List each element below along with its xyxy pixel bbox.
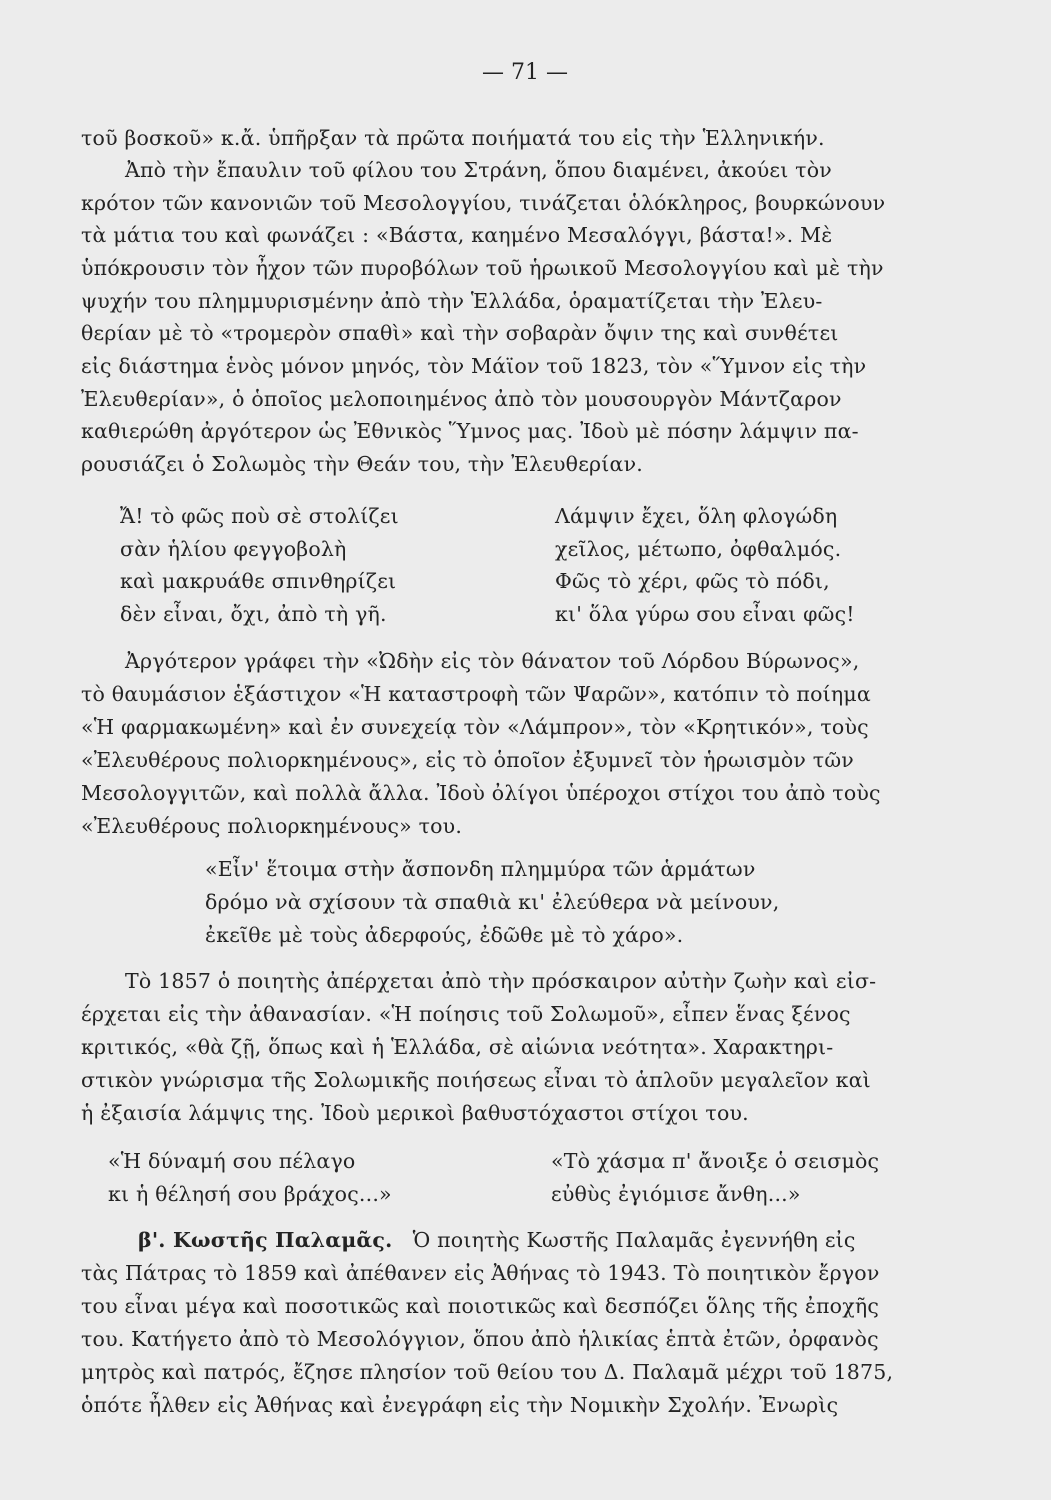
- poem-line: δὲν εἶναι, ὄχι, ἀπὸ τὴ γῆ.: [120, 602, 387, 626]
- text-line: τοῦ βοσκοῦ» κ.ἄ. ὑπῆρξαν τὰ πρῶτα ποιήματά του εἰς τὴν Ἑλληνικήν.: [81, 126, 825, 150]
- text-line: κρότον τῶν κανονιῶν τοῦ Μεσολογγίου, τινάζεται ὁλόκληρος, βουρκώνουν: [81, 191, 886, 215]
- text-line: «Ἐλευθέρους πολιορκημένους» του.: [81, 814, 463, 838]
- poem-line: «Ἡ δύναμή σου πέλαγο: [108, 1149, 356, 1173]
- text-line: μητρὸς καὶ πατρός, ἔζησε πλησίον τοῦ θείου του Δ. Παλαμᾶ μέχρι τοῦ 1875,: [81, 1360, 894, 1384]
- text-line: ἡ ἐξαισία λάμψις της. Ἰδοὺ μερικοὶ βαθυστόχαστοι στίχοι του.: [81, 1101, 749, 1125]
- text-line: εἰς διάστημα ἑνὸς μόνον μηνός, τὸν Μάϊον τοῦ 1823, τὸν «Ὕμνον εἰς τὴν: [81, 354, 867, 378]
- section-first-line: [138, 1227, 856, 1253]
- text-line: στικὸν γνώρισμα τῆς Σολωμικῆς ποιήσεως εἶναι τὸ ἁπλοῦν μεγαλεῖον καὶ: [81, 1068, 871, 1092]
- text-line: κριτικός, «θὰ ζῇ, ὅπως καὶ ἡ Ἑλλάδα, σὲ αἰώνια νεότητα». Χαρακτηρι-: [81, 1035, 834, 1059]
- poem-line: Φῶς τὸ χέρι, φῶς τὸ πόδι,: [555, 569, 830, 593]
- text-line: τὰ μάτια του καὶ φωνάζει : «Βάστα, καημένο Μεσαλόγγι, βάστα!». Μὲ: [81, 223, 833, 247]
- poem-line: Λάμψιν ἔχει, ὅλη φλογώδη: [555, 504, 838, 528]
- text-line: Τὸ 1857 ὁ ποιητὴς ἀπέρχεται ἀπὸ τὴν πρόσκαιρον αὐτὴν ζωὴν καὶ εἰσ-: [125, 969, 877, 993]
- text-line: Μεσολογγιτῶν, καὶ πολλὰ ἄλλα. Ἰδοὺ ὀλίγοι ὑπέροχοι στίχοι του ἀπὸ τοὺς: [81, 781, 881, 805]
- text-line: του εἶναι μέγα καὶ ποσοτικῶς καὶ ποιοτικῶς καὶ δεσπόζει ὅλης τῆς ἐποχῆς: [81, 1294, 880, 1318]
- text-line: τὰς Πάτρας τὸ 1859 καὶ ἀπέθανεν εἰς Ἀθήνας τὸ 1943. Τὸ ποιητικὸν ἔργον: [81, 1261, 880, 1285]
- page-number: — 71 —: [482, 60, 568, 85]
- poem-line: «Τὸ χάσμα π' ἄνοιξε ὁ σεισμὸς: [551, 1149, 880, 1173]
- poem-line: δρόμο νὰ σχίσουν τὰ σπαθιὰ κι' ἐλεύθερα νὰ μείνουν,: [205, 890, 780, 914]
- text-line: Ἐλευθερίαν», ὁ ὁποῖος μελοποιημένος ἀπὸ τὸν μουσουργὸν Μάντζαρον: [81, 387, 842, 411]
- text-line: του. Κατήγετο ἀπὸ τὸ Μεσολόγγιον, ὅπου ἀπὸ ἡλικίας ἑπτὰ ἐτῶν, ὀρφανὸς: [81, 1327, 879, 1351]
- section-heading: β'. Κωστῆς Παλαμᾶς.: [138, 1228, 393, 1252]
- text-line: έρχεται εἰς τὴν ἀθανασίαν. «Ἡ ποίησις τοῦ Σολωμοῦ», εἶπεν ἕνας ξένος: [81, 1002, 851, 1026]
- poem-line: χεῖλος, μέτωπο, ὀφθαλμός.: [555, 537, 842, 561]
- text-line: «Ἐλευθέρους πολιορκημένους», εἰς τὸ ὁποῖον ἐξυμνεῖ τὸν ἡρωισμὸν τῶν: [81, 748, 854, 772]
- text-line: ρουσιάζει ὁ Σολωμὸς τὴν Θεάν του, τὴν Ἐλευθερίαν.: [81, 452, 643, 476]
- poem-line: «Εἶν' ἕτοιμα στὴν ἄσπονδη πλημμύρα τῶν ἁρμάτων: [205, 857, 756, 881]
- text-line: ὁπότε ἦλθεν εἰς Ἀθήνας καὶ ἐνεγράφη εἰς τὴν Νομικὴν Σχολήν. Ἐνωρὶς: [81, 1393, 839, 1417]
- text-line: τὸ θαυμάσιον ἑξάστιχον «Ἡ καταστροφὴ τῶν Ψαρῶν», κατόπιν τὸ ποίημα: [81, 682, 871, 706]
- poem-line: Ἄ! τὸ φῶς ποὺ σὲ στολίζει: [120, 504, 399, 528]
- poem-line: κι' ὅλα γύρω σου εἶναι φῶς!: [555, 602, 855, 626]
- text-line: Ἀπὸ τὴν ἔπαυλιν τοῦ φίλου του Στράνη, ὅπου διαμένει, ἀκούει τὸν: [125, 158, 832, 182]
- poem-line: ἐκεῖθε μὲ τοὺς ἀδερφούς, ἐδῶθε μὲ τὸ χάρο».: [205, 923, 684, 947]
- poem-line: κι ἡ θέλησή σου βράχος...»: [108, 1182, 392, 1206]
- text-line: ὑπόκρουσιν τὸν ἦχον τῶν πυροβόλων τοῦ ἡρωικοῦ Μεσολογγίου καὶ μὲ τὴν: [81, 256, 884, 280]
- text-line: θερίαν μὲ τὸ «τρομερὸν σπαθὶ» καὶ τὴν σοβαρὰν ὄψιν της καὶ συνθέτει: [81, 321, 839, 345]
- poem-line: καὶ μακρυάθε σπινθηρίζει: [120, 569, 397, 593]
- section-first-line-text: Ὁ ποιητὴς Κωστῆς Παλαμᾶς ἐγεννήθη εἰς: [412, 1228, 856, 1252]
- text-line: καθιερώθη ἀργότερον ὡς Ἐθνικὸς Ὕμνος μας. Ἰδοὺ μὲ πόσην λάμψιν πα-: [81, 419, 859, 443]
- text-line: «Ἡ φαρμακωμένη» καὶ ἐν συνεχείᾳ τὸν «Λάμπρον», τὸν «Κρητικόν», τοὺς: [81, 715, 869, 739]
- text-line: ψυχήν του πλημμυρισμένην ἀπὸ τὴν Ἑλλάδα, ὁραματίζεται τὴν Ἐλευ-: [81, 289, 823, 313]
- poem-line: σὰν ἡλίου φεγγοβολὴ: [120, 537, 347, 561]
- text-line: Ἀργότερον γράφει τὴν «Ὠδὴν εἰς τὸν θάνατον τοῦ Λόρδου Βύρωνος»,: [125, 649, 860, 673]
- poem-line: εὐθὺς ἐγιόμισε ἄνθη...»: [551, 1182, 801, 1206]
